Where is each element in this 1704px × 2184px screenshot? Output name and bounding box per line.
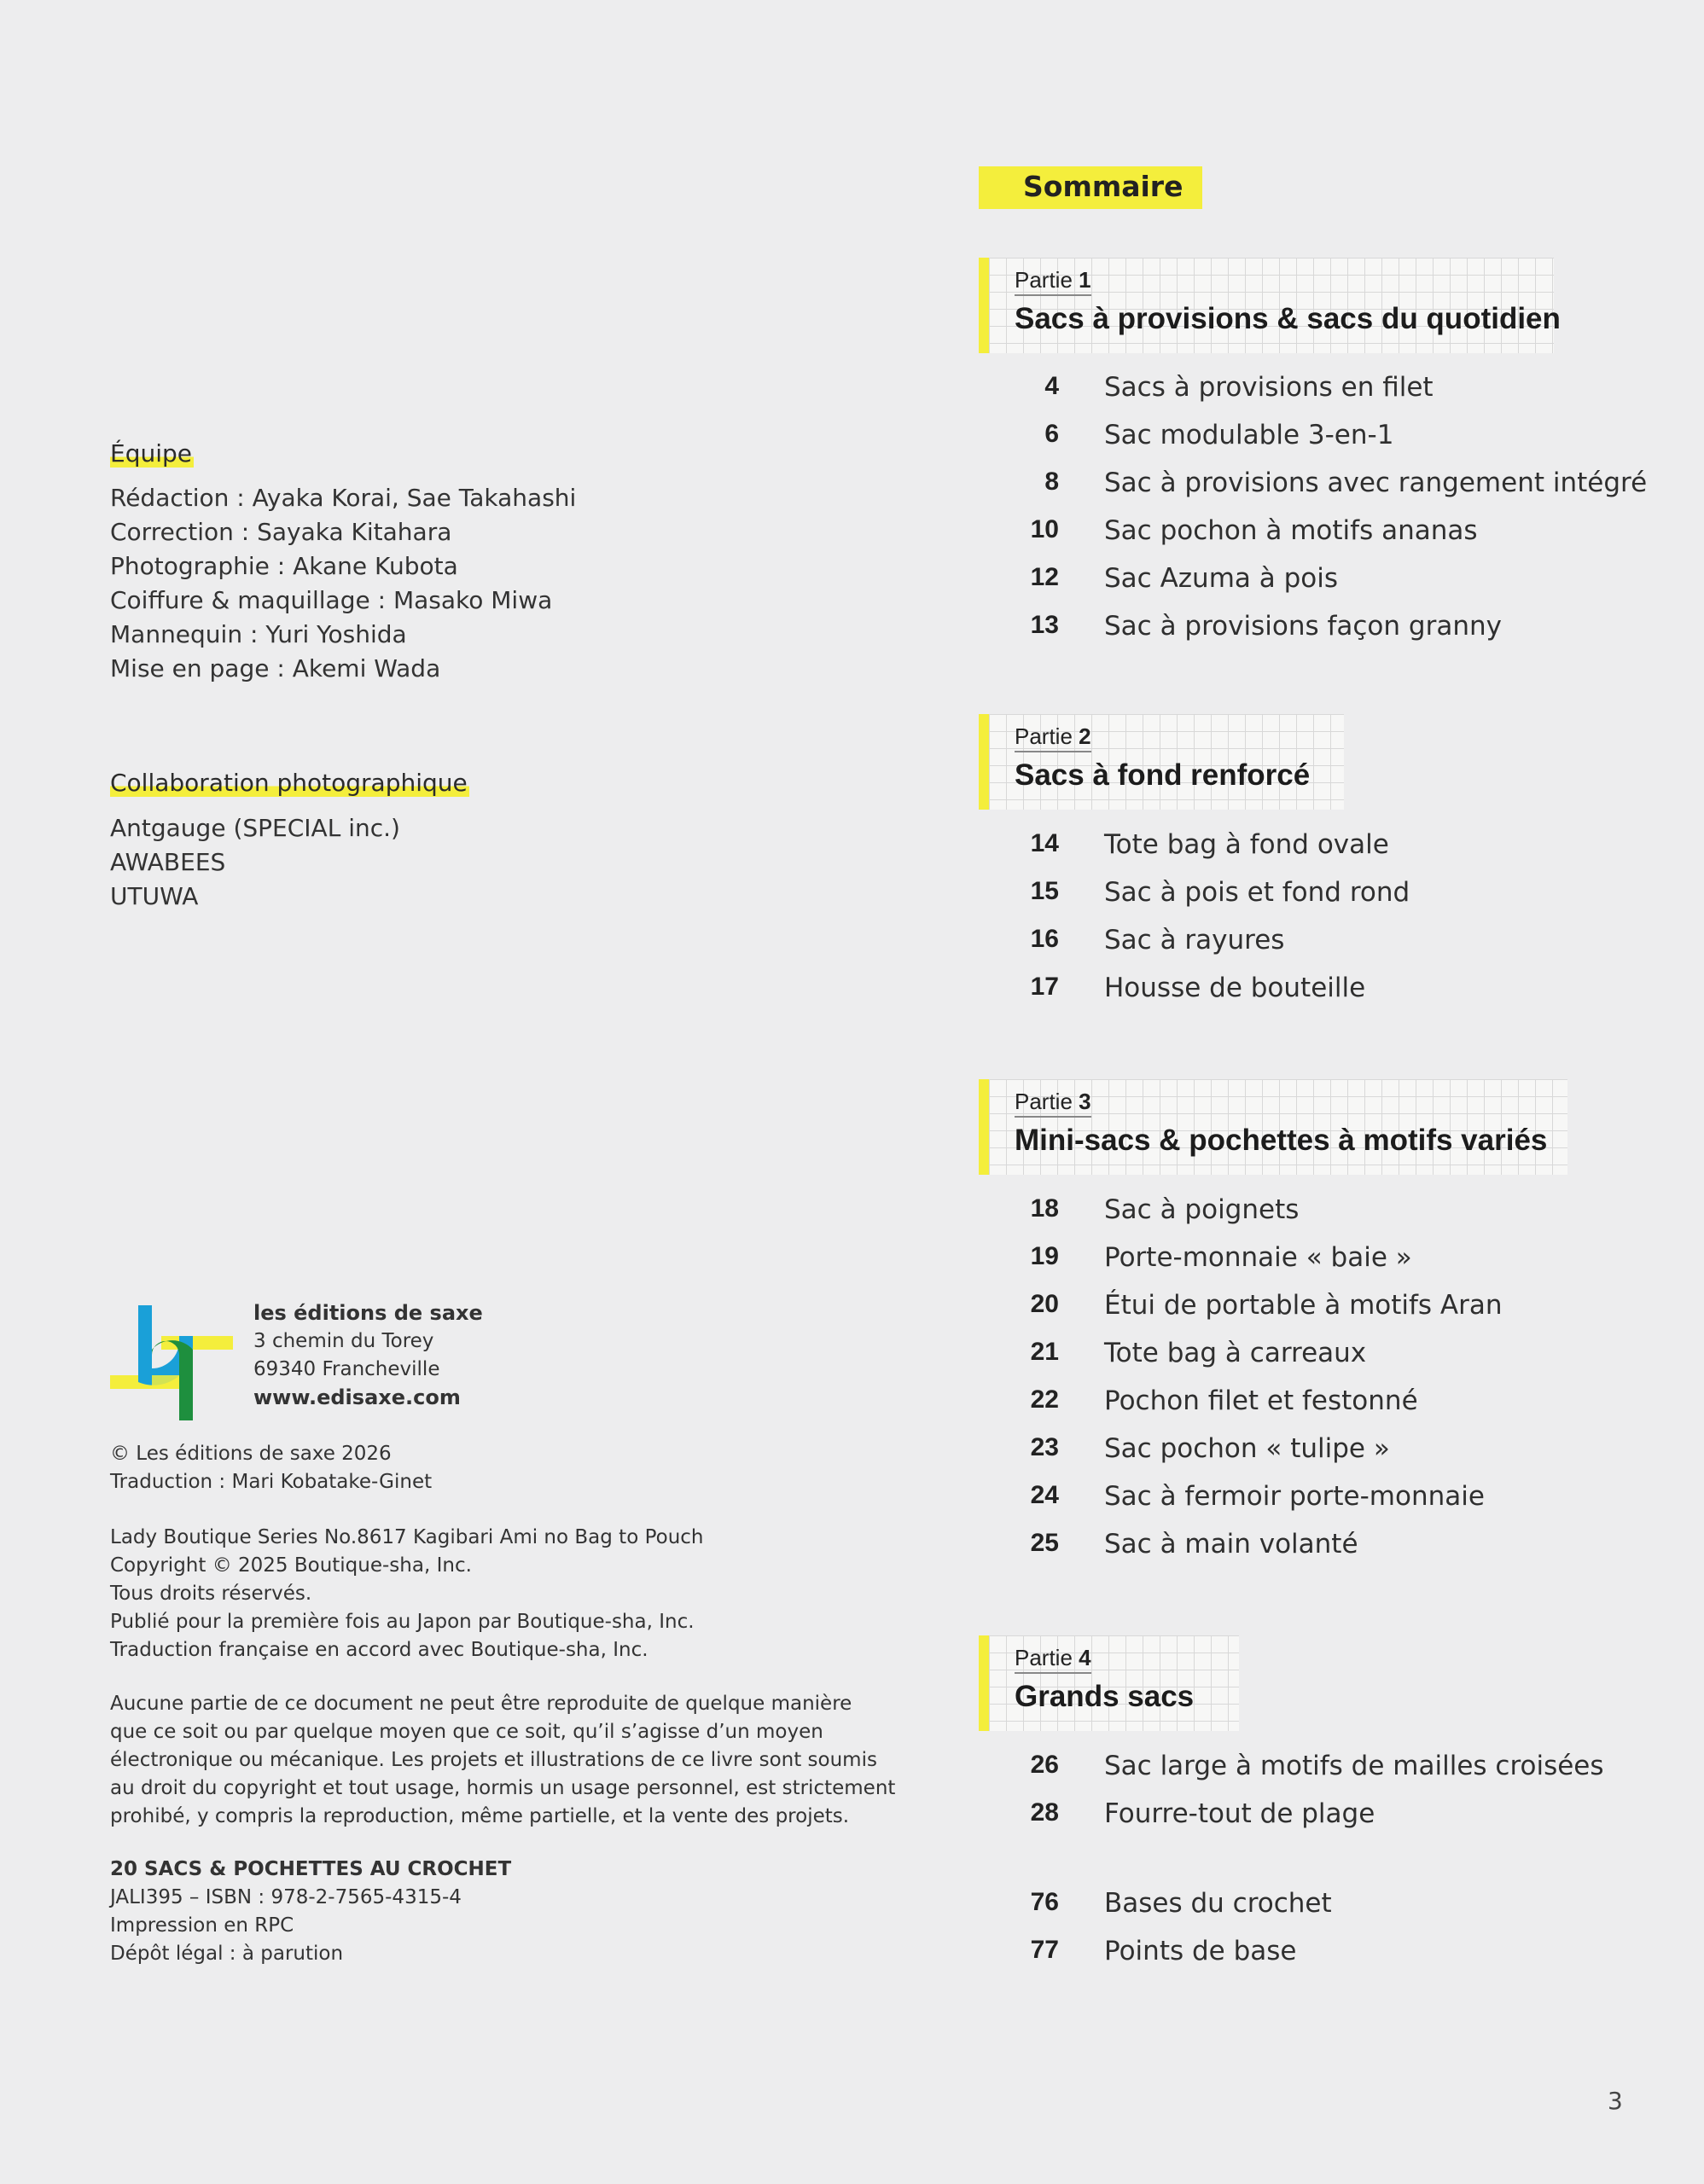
toc-page: 15	[1030, 877, 1059, 905]
legal-line: Aucune partie de ce document ne peut être reproduite de quelque manière	[110, 1693, 852, 1715]
part-title: Grands sacs	[1015, 1680, 1195, 1713]
part-label: Partie 2	[1015, 723, 1091, 752]
toc-entry[interactable]	[979, 925, 1678, 959]
toc-page: 77	[1030, 1936, 1059, 1964]
toc-title: Tote bag à carreaux	[1104, 1338, 1367, 1368]
toc-title: Sac à pois et fond rond	[1104, 877, 1410, 908]
team-heading: Équipe	[110, 439, 192, 468]
toc-entry[interactable]	[979, 1888, 1678, 1922]
part-title: Mini-sacs & pochettes à motifs variés	[1015, 1124, 1548, 1157]
legal-line: au droit du copyright et tout usage, hormis un usage personnel, est strictement	[110, 1777, 896, 1799]
toc-entry[interactable]	[979, 1936, 1678, 1970]
part-2-header	[979, 714, 1344, 810]
photo-collab-heading: Collaboration photographique	[110, 769, 468, 797]
toc-page: 16	[1030, 925, 1059, 953]
toc-entry[interactable]	[979, 563, 1678, 597]
publisher-info	[253, 1299, 483, 1412]
toc-entry[interactable]	[979, 1290, 1678, 1324]
toc-title: Sac à provisions avec rangement intégré	[1104, 468, 1648, 498]
publisher-city: 69340 Francheville	[253, 1358, 440, 1380]
part-label: Partie 1	[1015, 266, 1091, 296]
original-line: Copyright © 2025 Boutique-sha, Inc.	[110, 1554, 472, 1577]
toc-page: 76	[1030, 1888, 1059, 1916]
toc-entry[interactable]	[979, 372, 1678, 406]
original-line: Tous droits réservés.	[110, 1583, 312, 1605]
toc-entry[interactable]	[979, 1529, 1678, 1563]
toc-entry[interactable]	[979, 1481, 1678, 1515]
toc-title: Étui de portable à motifs Aran	[1104, 1290, 1503, 1321]
collab-item: Antgauge (SPECIAL inc.)	[110, 814, 400, 842]
legal-line: électronique ou mécanique. Les projets et illustrations de ce livre sont soumis	[110, 1749, 877, 1771]
original-line: Lady Boutique Series No.8617 Kagibari Ami no Bag to Pouch	[110, 1526, 704, 1548]
toc-title: Pochon filet et festonné	[1104, 1385, 1418, 1416]
toc-title: Sac modulable 3-en-1	[1104, 420, 1394, 450]
toc-entry[interactable]	[979, 420, 1678, 454]
toc-page: 4	[1044, 372, 1059, 400]
toc-title: Sac Azuma à pois	[1104, 563, 1339, 594]
part-label: Partie 4	[1015, 1644, 1091, 1674]
toc-entry[interactable]	[979, 1194, 1678, 1228]
toc-title: Fourre-tout de plage	[1104, 1798, 1375, 1829]
toc-page: 14	[1030, 829, 1059, 857]
toc-title: Sac pochon à motifs ananas	[1104, 515, 1478, 546]
toc-page: 22	[1030, 1385, 1059, 1414]
credit-line: Coiffure & maquillage : Masako Miwa	[110, 586, 553, 614]
toc-title: Sac pochon « tulipe »	[1104, 1433, 1390, 1464]
original-edition-block	[110, 1524, 704, 1664]
photo-collab-list	[110, 811, 400, 914]
toc-page: 6	[1044, 420, 1059, 448]
credit-line: Rédaction : Ayaka Korai, Sae Takahashi	[110, 484, 577, 512]
toc-entry[interactable]	[979, 1433, 1678, 1467]
collab-item: UTUWA	[110, 882, 199, 910]
toc-title: Housse de bouteille	[1104, 973, 1366, 1003]
toc-title: Porte-monnaie « baie »	[1104, 1242, 1412, 1273]
toc-page: 25	[1030, 1529, 1059, 1557]
part-title: Sacs à provisions & sacs du quotidien	[1015, 302, 1561, 335]
publisher-website[interactable]: www.edisaxe.com	[253, 1385, 461, 1409]
original-line: Publié pour la première fois au Japon par Boutique-sha, Inc.	[110, 1611, 695, 1633]
legal-notice	[110, 1690, 895, 1831]
book-print: Impression en RPC	[110, 1914, 294, 1937]
part-3-header	[979, 1079, 1567, 1175]
translation-line: Traduction : Mari Kobatake-Ginet	[110, 1471, 433, 1493]
toc-page: 10	[1030, 515, 1059, 543]
toc-title: Sacs à provisions en filet	[1104, 372, 1434, 403]
part-4-header	[979, 1635, 1239, 1731]
toc-page: 19	[1030, 1242, 1059, 1270]
toc-title: Sac à main volanté	[1104, 1529, 1358, 1560]
toc-page: 8	[1044, 468, 1059, 496]
book-info	[110, 1856, 511, 1968]
publisher-name: les éditions de saxe	[253, 1301, 483, 1325]
toc-entry[interactable]	[979, 611, 1678, 645]
toc-entry[interactable]	[979, 1751, 1678, 1785]
toc-entry[interactable]	[979, 1798, 1678, 1833]
credit-line: Correction : Sayaka Kitahara	[110, 518, 452, 546]
part-label: Partie 3	[1015, 1088, 1091, 1118]
toc-title: Sac à provisions façon granny	[1104, 611, 1502, 642]
toc-page: 18	[1030, 1194, 1059, 1223]
toc-title: Tote bag à fond ovale	[1104, 829, 1389, 860]
toc-title: Points de base	[1104, 1936, 1297, 1966]
toc-entry[interactable]	[979, 1338, 1678, 1372]
book-isbn: JALI395 – ISBN : 978-2-7565-4315-4	[110, 1886, 462, 1908]
legal-line: que ce soit ou par quelque moyen que ce soit, qu’il s’agisse d’un moyen	[110, 1721, 823, 1743]
toc-title: Sac à poignets	[1104, 1194, 1300, 1225]
team-credits	[110, 481, 576, 686]
original-line: Traduction française en accord avec Boutique-sha, Inc.	[110, 1639, 648, 1661]
copyright-line: © Les éditions de saxe 2026	[110, 1443, 392, 1465]
toc-entry[interactable]	[979, 515, 1678, 549]
part-title: Sacs à fond renforcé	[1015, 758, 1311, 792]
publisher-address: 3 chemin du Torey	[253, 1330, 434, 1352]
toc-title: Sac large à motifs de mailles croisées	[1104, 1751, 1604, 1781]
toc-title: Bases du crochet	[1104, 1888, 1332, 1919]
toc-page: 12	[1030, 563, 1059, 591]
toc-page: 13	[1030, 611, 1059, 639]
toc-page: 24	[1030, 1481, 1059, 1509]
publisher-logo	[110, 1305, 234, 1420]
credit-line: Mannequin : Yuri Yoshida	[110, 620, 407, 648]
toc-heading: Sommaire	[979, 166, 1202, 209]
copyright-block	[110, 1440, 432, 1496]
toc-entry[interactable]	[979, 1385, 1678, 1420]
toc-page: 20	[1030, 1290, 1059, 1318]
book-title: 20 SACS & POCHETTES AU CROCHET	[110, 1858, 512, 1880]
toc-page: 17	[1030, 973, 1059, 1001]
toc-page: 21	[1030, 1338, 1059, 1366]
credit-line: Mise en page : Akemi Wada	[110, 654, 441, 682]
toc-entry[interactable]	[979, 829, 1678, 863]
toc-entry[interactable]	[979, 1242, 1678, 1276]
toc-page: 23	[1030, 1433, 1059, 1461]
collab-item: AWABEES	[110, 848, 226, 876]
book-deposit: Dépôt légal : à parution	[110, 1943, 344, 1965]
credit-line: Photographie : Akane Kubota	[110, 552, 458, 580]
page-number: 3	[1608, 2087, 1623, 2115]
toc-entry[interactable]	[979, 468, 1678, 502]
toc-page: 28	[1030, 1798, 1059, 1827]
toc-title: Sac à rayures	[1104, 925, 1285, 956]
toc-entry[interactable]	[979, 877, 1678, 911]
toc-entry[interactable]	[979, 973, 1678, 1007]
toc-title: Sac à fermoir porte-monnaie	[1104, 1481, 1485, 1512]
toc-page: 26	[1030, 1751, 1059, 1779]
legal-line: prohibé, y compris la reproduction, même partielle, et la vente des projets.	[110, 1805, 850, 1827]
part-1-header	[979, 258, 1561, 353]
